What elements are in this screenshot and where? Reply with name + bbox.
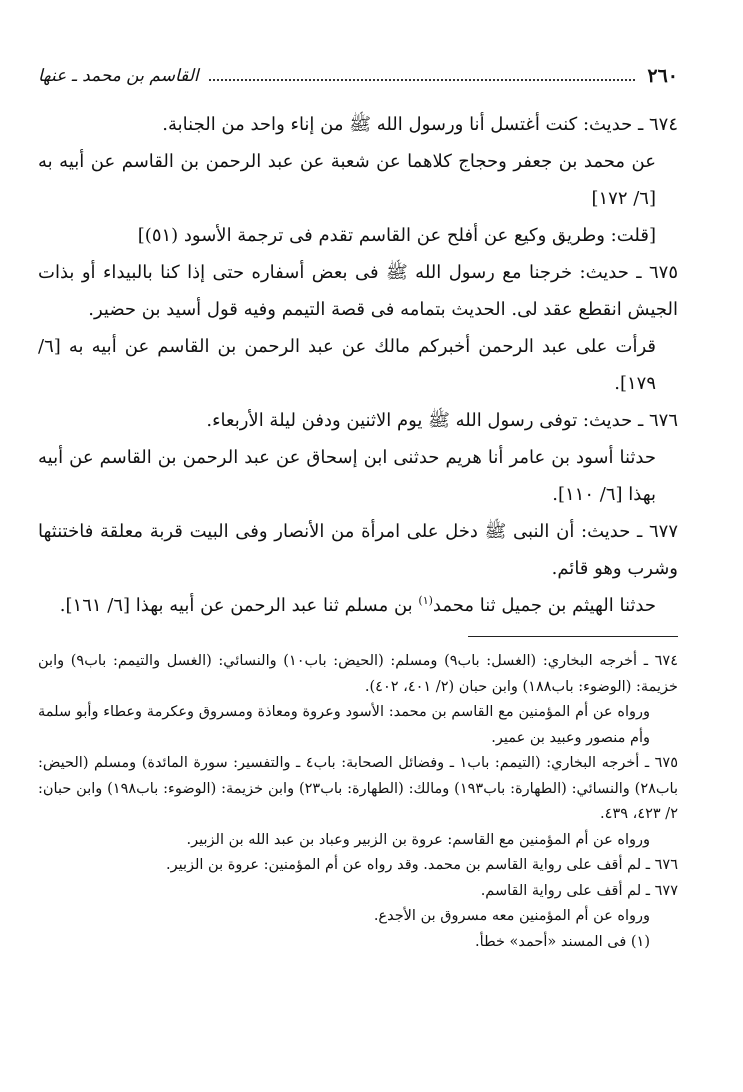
isnad-part-1: حدثنا الهيثم بن جميل ثنا محمد: [432, 595, 656, 616]
hadith-674-isnad: عن محمد بن جعفر وحجاج كلاهما عن شعبة عن عبد الرحمن بن القاسم عن أبيه به [٦/ ١٧٢]: [38, 151, 656, 209]
footnote-675: ٦٧٥ ـ أخرجه البخاري: (التيمم: باب١ ـ وفضائل الصحابة: باب٤ ـ والتفسير: سورة المائدة) ومسلم (الحيض: باب٢٨) والنسائي: (الطهارة: باب١٩٣) ومالك: (الطهارة: باب٢٣) وابن خزيمة: (الوضوء: باب١٩٨) وابن حبان: ٢/ ٤٢٣، ٤٣٩.: [38, 755, 678, 822]
header-dotted-rule: [209, 79, 636, 81]
book-page: [38, 62, 678, 955]
hadith-674: ٦٧٤ ـ حديث: كنت أغتسل أنا ورسول الله ﷺ من إناء واحد من الجنابة.: [162, 114, 678, 135]
footnote-divider-wrap: [38, 624, 678, 649]
footnotes: [38, 649, 678, 955]
hadith-674-note: [قلت: وطريق وكيع عن أفلح عن القاسم تقدم فى ترجمة الأسود (٥١)]: [137, 225, 656, 246]
hadith-677-isnad: [38, 587, 678, 624]
footnote-674: ٦٧٤ ـ أخرجه البخاري: (الغسل: باب٩) ومسلم: (الحيض: باب١٠) والنسائي: (الغسل والتيمم: باب٩) وابن خزيمة: (الوضوء: باب١٨٨) وابن حبان (٢/ ٤٠١، ٤٠٢).: [38, 653, 679, 695]
footnote-marker: (١): [418, 594, 433, 607]
hadith-677: ٦٧٧ ـ حديث: أن النبى ﷺ دخل على امرأة من الأنصار وفى البيت قربة معلقة فاختنثها وشرب وهو قائم.: [38, 521, 678, 579]
footnote-divider: [468, 636, 678, 637]
footnote-677: ٦٧٧ ـ لم أقف على رواية القاسم.: [480, 882, 678, 899]
hadith-675-isnad: قرأت على عبد الرحمن أخبركم مالك عن عبد الرحمن بن القاسم عن أبيه به [٦/ ١٧٩].: [38, 336, 656, 394]
hadith-675: ٦٧٥ ـ حديث: خرجنا مع رسول الله ﷺ فى بعض أسفاره حتى إذا كنا بالبيداء أو بذات الجيش انقطع عقد لى. الحديث بتمامه فى قصة التيمم وفيه قول أسيد بن حضير.: [38, 262, 678, 320]
footnote-675-cont: ورواه عن أم المؤمنين مع القاسم: عروة بن الزبير وعباد بن عبد الله بن الزبير.: [186, 831, 650, 848]
main-text: [38, 106, 678, 624]
footnote-1: (١) فى المسند «أحمد» خطأ.: [475, 933, 650, 950]
footnote-676: ٦٧٦ ـ لم أقف على رواية القاسم بن محمد. وقد رواه عن أم المؤمنين: عروة بن الزبير.: [165, 857, 678, 873]
isnad-part-2: بن مسلم ثنا عبد الرحمن عن أبيه بهذا [٦/ ١٦١].: [59, 595, 419, 616]
footnote-674-cont: ورواه عن أم المؤمنين مع القاسم بن محمد: الأسود وعروة ومعاذة ومسروق وعكرمة وعطاء وأبو سلمة وأم منصور وعبيد بن عمير.: [38, 704, 650, 746]
page-header: [38, 62, 678, 90]
hadith-676: ٦٧٦ ـ حديث: توفى رسول الله ﷺ يوم الاثنين ودفن ليلة الأربعاء.: [206, 410, 678, 431]
running-title: القاسم بن محمد ـ عنها: [38, 66, 199, 86]
page-number: ٢٦٠: [647, 65, 678, 87]
footnote-677-cont: ورواه عن أم المؤمنين معه مسروق بن الأجدع.: [373, 908, 650, 924]
hadith-676-isnad: حدثنا أسود بن عامر أنا هريم حدثنى ابن إسحاق عن عبد الرحمن بن القاسم عن أبيه بهذا [٦/ ١١٠].: [38, 447, 657, 505]
